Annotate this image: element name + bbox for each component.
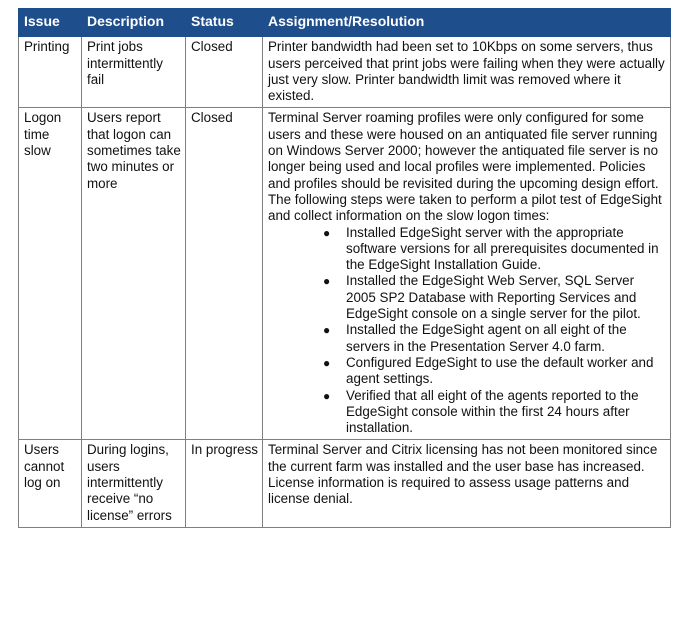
document-page bbox=[18, 8, 670, 528]
step-text: Installed the EdgeSight agent on all eight of the servers in the Presentation Server 4.0 farm. bbox=[346, 322, 627, 354]
bullet-icon: ● bbox=[323, 355, 331, 370]
resolution-text: Printer bandwidth had been set to 10Kbps on some servers, thus users perceived that print jobs were failing when they were actually just very slow. Printer bandwidth limit was removed where it existed. bbox=[268, 39, 665, 104]
header-status: Status bbox=[186, 9, 263, 37]
table-row bbox=[19, 440, 671, 527]
cell-resolution bbox=[263, 108, 671, 440]
bullet-icon: ● bbox=[323, 274, 331, 289]
bullet-icon: ● bbox=[323, 388, 331, 403]
cell-issue: Printing bbox=[19, 37, 82, 108]
list-item bbox=[323, 322, 666, 355]
step-text: Installed EdgeSight server with the appropriate software versions for all prerequisites documented in the EdgeSight Installation Guide. bbox=[346, 224, 659, 273]
table-header-row bbox=[19, 9, 671, 37]
list-item bbox=[323, 224, 666, 274]
resolution-text: Terminal Server roaming profiles were only configured for some users and these were housed on an antiquated file server running on Windows Server 2000; however the antiquated file server is no longer being used and local profiles were implemented. Policies and profiles should be revisited during the upcoming design effort. The following steps were taken to perform a pilot test of EdgeSight and collect information on the slow logon times: bbox=[268, 110, 662, 224]
table-row bbox=[19, 37, 671, 108]
cell-status: Closed bbox=[186, 37, 263, 108]
cell-resolution bbox=[263, 37, 671, 108]
step-text: Installed the EdgeSight Web Server, SQL Server 2005 SP2 Database with Reporting Services and EdgeSight console on a single server for the pilot. bbox=[346, 273, 641, 322]
cell-issue: Users cannot log on bbox=[19, 440, 82, 527]
cell-description: Users report that logon can sometimes take two minutes or more bbox=[82, 108, 186, 440]
cell-status: In progress bbox=[186, 440, 263, 527]
header-issue: Issue bbox=[19, 9, 82, 37]
list-item bbox=[323, 387, 666, 437]
steps-list bbox=[268, 225, 666, 437]
table-row bbox=[19, 108, 671, 440]
header-resolution: Assignment/Resolution bbox=[263, 9, 671, 37]
header-description: Description bbox=[82, 9, 186, 37]
cell-description: During logins, users intermittently receive “no license” errors bbox=[82, 440, 186, 527]
resolution-text: Terminal Server and Citrix licensing has not been monitored since the current farm was installed and the user base has increased. License information is required to assess usage patterns and license denial. bbox=[268, 442, 658, 507]
cell-status: Closed bbox=[186, 108, 263, 440]
cell-issue: Logon time slow bbox=[19, 108, 82, 440]
cell-resolution bbox=[263, 440, 671, 527]
bullet-icon: ● bbox=[323, 323, 331, 338]
step-text: Verified that all eight of the agents reported to the EdgeSight console within the first 24 hours after installation. bbox=[346, 387, 639, 436]
list-item bbox=[323, 354, 666, 388]
list-item bbox=[323, 273, 666, 322]
step-text: Configured EdgeSight to use the default worker and agent settings. bbox=[346, 354, 654, 387]
bullet-icon: ● bbox=[323, 225, 331, 240]
issues-table bbox=[18, 8, 671, 528]
cell-description: Print jobs intermittently fail bbox=[82, 37, 186, 108]
